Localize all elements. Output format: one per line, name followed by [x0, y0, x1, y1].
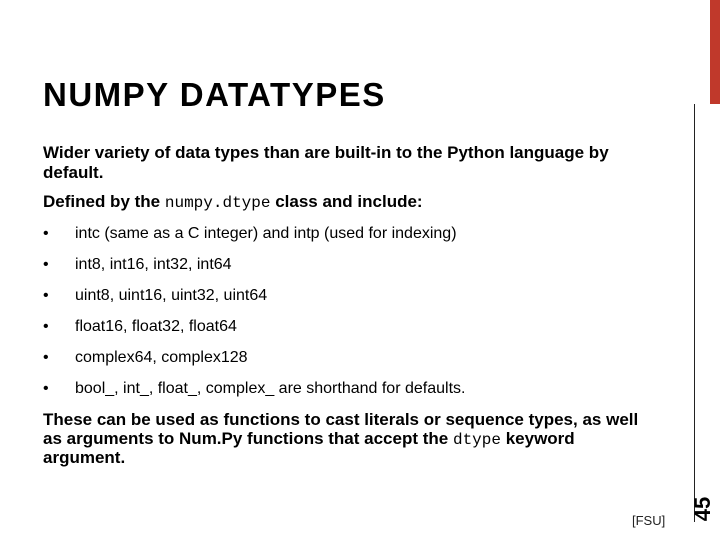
closing-text: These can be used as functions to cast literals or sequence types, as well as arguments to Num.Py functions that accept the	[43, 410, 639, 448]
closing-code: dtype	[452, 430, 501, 449]
closing-suffix: keyword argument.	[43, 428, 575, 467]
bullet-text: bool_, int_, float_, complex_ are shorthand for defaults.	[75, 380, 466, 397]
bullet-icon: •	[43, 380, 49, 397]
bullet-icon: •	[43, 225, 49, 242]
bullet-text: intc (same as a C integer) and intp (used for indexing)	[75, 225, 457, 242]
slide-title: NUMPY DATATYPES	[43, 76, 386, 113]
bullet-icon: •	[43, 349, 49, 366]
bullet-text: int8, int16, int32, int64	[75, 256, 232, 273]
intro-paragraph: Wider variety of data types than are built-in to the Python language by default.	[43, 143, 609, 182]
closing-paragraph	[43, 411, 643, 468]
footer-label: [FSU]	[632, 513, 666, 528]
defined-suffix: class and include:	[270, 192, 423, 211]
bullet-text: uint8, uint16, uint32, uint64	[75, 287, 268, 304]
page-number: 45	[690, 496, 715, 522]
defined-prefix: Defined by the	[43, 192, 165, 211]
bullet-text: float16, float32, float64	[75, 318, 237, 335]
accent-bar	[710, 0, 720, 104]
defined-code: numpy.dtype	[164, 194, 271, 212]
bullet-icon: •	[43, 318, 49, 335]
side-divider	[694, 104, 695, 522]
bullet-icon: •	[43, 256, 49, 273]
bullet-icon: •	[43, 287, 49, 304]
bullet-text: complex64, complex128	[75, 349, 248, 366]
defined-by-paragraph	[43, 192, 643, 213]
